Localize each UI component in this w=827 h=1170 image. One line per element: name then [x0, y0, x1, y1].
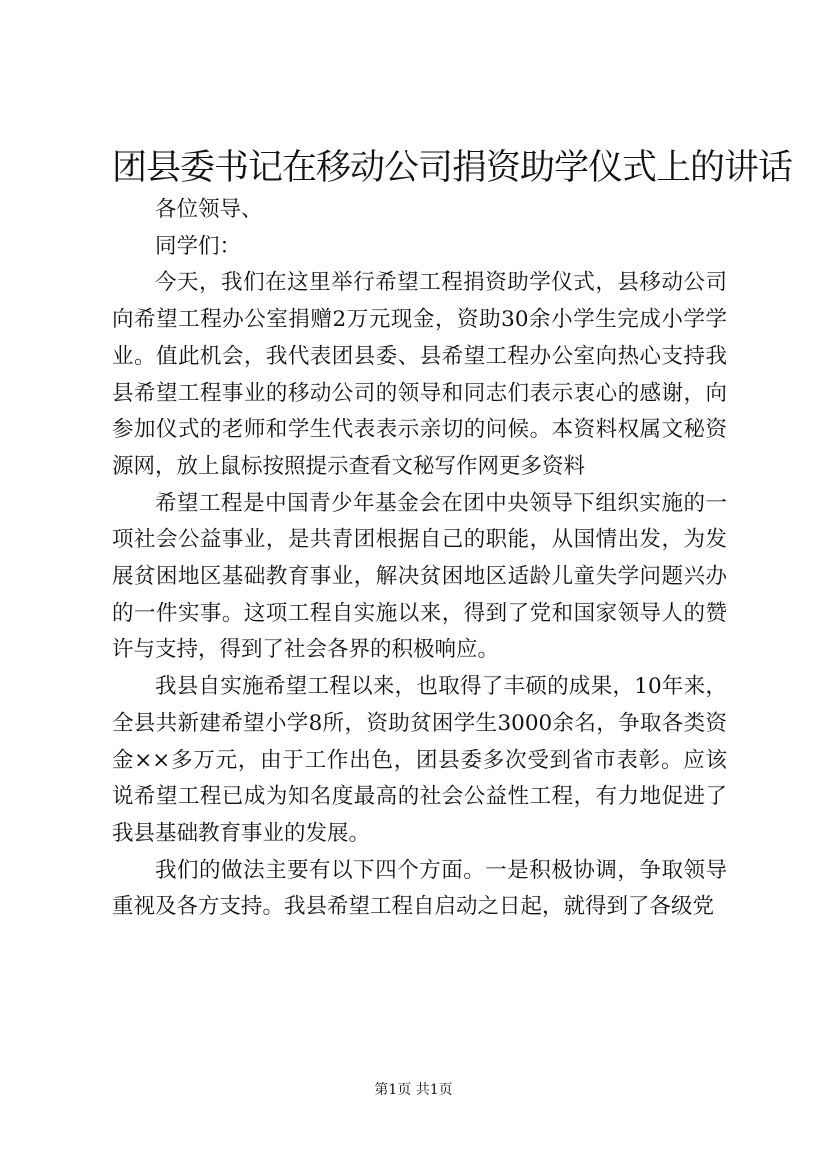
- paragraph: 希望工程是中国青少年基金会在团中央领导下组织实施的一项社会公益事业，是共青团根据自己的职能，从国情出发，为发展贫困地区基础教育事业，解决贫困地区适龄儿童失学问题兴办的一件实事。这项工程自实施以来，得到了党和国家领导人的赞许与支持，得到了社会各界的积极响应。: [112, 490, 727, 663]
- paragraph: 我们的做法主要有以下四个方面。一是积极协调，争取领导重视及各方支持。我县希望工程自启动之日起，就得到了各级党: [112, 857, 727, 920]
- paragraph: 今天，我们在这里举行希望工程捐资助学仪式，县移动公司向希望工程办公室捐赠2万元现金，资助30余小学生完成小学学业。值此机会，我代表团县委、县希望工程办公室向热心支持我县希望工程事业的移动公司的领导和同志们表示衷心的感谢，向参加仪式的老师和学生代表表示亲切的问候。本资料权属文秘资源网，放上鼠标按照提示查看文秘写作网更多资料: [112, 270, 727, 479]
- paragraph: 我县自实施希望工程以来，也取得了丰硕的成果，10年来，全县共新建希望小学8所，资助贫困学生3000余名，争取各类资金××多万元，由于工作出色，团县委多次受到省市表彰。应该说希望工程已成为知名度最高的社会公益性工程，有力地促进了我县基础教育事业的发展。: [112, 674, 727, 846]
- salutation-line-1: 各位领导、: [155, 197, 263, 222]
- salutation-line-2: 同学们：: [155, 233, 242, 259]
- page-number-footer: 第1页 共1页: [374, 1082, 453, 1098]
- document-title: 团县委书记在移动公司捐资助学仪式上的讲话: [112, 148, 793, 188]
- document-body: [112, 192, 727, 926]
